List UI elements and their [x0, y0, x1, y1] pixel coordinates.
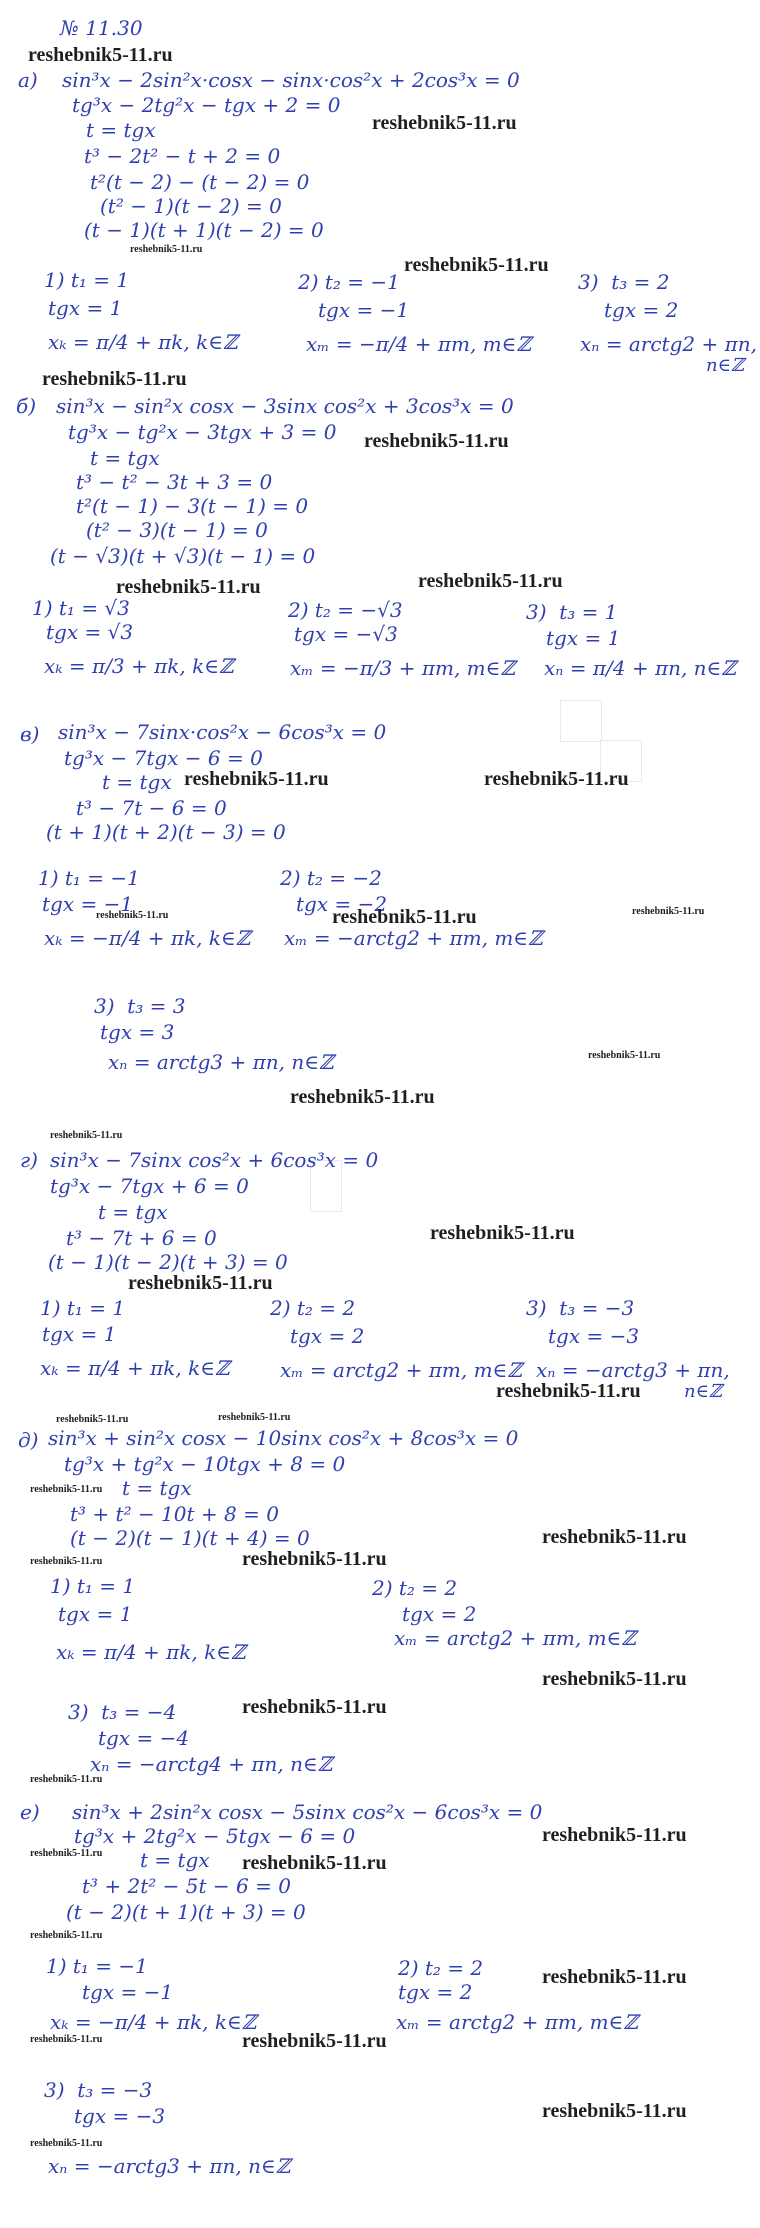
part-a-line-7: (t − 1)(t + 1)(t − 2) = 0: [84, 218, 324, 242]
watermark: reshebnik5-11.ru: [496, 1380, 641, 1402]
watermark: reshebnik5-11.ru: [30, 1848, 103, 1859]
part-v-case1-tg: tgx = −1: [42, 892, 134, 916]
part-b-line-7: (t − √3)(t + √3)(t − 1) = 0: [50, 544, 316, 568]
part-e-label: е): [20, 1800, 40, 1824]
part-g-case1-tg: tgx = 1: [42, 1322, 117, 1346]
watermark: reshebnik5-11.ru: [364, 430, 509, 452]
part-v-case3-t: 3) t₃ = 3: [94, 994, 186, 1018]
part-d-case3-tg: tgx = −4: [98, 1726, 190, 1750]
watermark: reshebnik5-11.ru: [632, 906, 705, 917]
part-d-case2-t: 2) t₂ = 2: [372, 1576, 458, 1600]
part-a-case1-tg: tgx = 1: [48, 296, 123, 320]
part-a-line-3: t = tgx: [86, 118, 156, 142]
part-e-case2-tg: tgx = 2: [398, 1980, 473, 2004]
part-v-line-5: (t + 1)(t + 2)(t − 3) = 0: [46, 820, 286, 844]
part-g-line-2: tg³x − 7tgx + 6 = 0: [50, 1174, 249, 1198]
part-v-line-2: tg³x − 7tgx − 6 = 0: [64, 746, 263, 770]
part-b-case2-t: 2) t₂ = −√3: [288, 598, 403, 622]
part-v-case3-tg: tgx = 3: [100, 1020, 175, 1044]
watermark: reshebnik5-11.ru: [56, 1414, 129, 1425]
watermark: reshebnik5-11.ru: [50, 1130, 123, 1141]
part-d-line-4: t³ + t² − 10t + 8 = 0: [70, 1502, 279, 1526]
part-d-case3-t: 3) t₃ = −4: [68, 1700, 177, 1724]
part-v-case2-x: xₘ = −arctg2 + πm, m∈ℤ: [284, 926, 543, 950]
part-v-line-1: sin³x − 7sinx·cos²x − 6cos³x = 0: [58, 720, 387, 744]
part-a-line-6: (t² − 1)(t − 2) = 0: [100, 194, 282, 218]
watermark: reshebnik5-11.ru: [218, 1412, 291, 1423]
part-d-case1-tg: tgx = 1: [58, 1602, 133, 1626]
watermark: reshebnik5-11.ru: [588, 1050, 661, 1061]
part-v-case1-t: 1) t₁ = −1: [38, 866, 140, 890]
part-e-line-4: t³ + 2t² − 5t − 6 = 0: [82, 1874, 291, 1898]
watermark: reshebnik5-11.ru: [372, 112, 517, 134]
part-g-case1-t: 1) t₁ = 1: [40, 1296, 126, 1320]
watermark: reshebnik5-11.ru: [484, 768, 629, 790]
part-a-case2-tg: tgx = −1: [318, 298, 410, 322]
problem-number: № 11.30: [60, 16, 143, 40]
watermark: reshebnik5-11.ru: [30, 1930, 103, 1941]
part-a-case2-t: 2) t₂ = −1: [298, 270, 400, 294]
part-v-case1-x: xₖ = −π/4 + πk, k∈ℤ: [44, 926, 251, 950]
part-e-case2-x: xₘ = arctg2 + πm, m∈ℤ: [396, 2010, 638, 2034]
part-b-line-6: (t² − 3)(t − 1) = 0: [86, 518, 268, 542]
part-e-case2-t: 2) t₂ = 2: [398, 1956, 484, 1980]
part-b-line-2: tg³x − tg²x − 3tgx + 3 = 0: [68, 420, 337, 444]
watermark: reshebnik5-11.ru: [96, 910, 169, 921]
watermark: reshebnik5-11.ru: [128, 1272, 273, 1294]
watermark: reshebnik5-11.ru: [290, 1086, 435, 1108]
part-b-label: б): [16, 394, 37, 418]
part-v-case2-tg: tgx = −2: [296, 892, 388, 916]
part-b-line-3: t = tgx: [90, 446, 160, 470]
watermark: reshebnik5-11.ru: [542, 1824, 687, 1846]
part-g-case3-tg: tgx = −3: [548, 1324, 640, 1348]
part-b-case2-tg: tgx = −√3: [294, 622, 398, 646]
part-d-case3-x: xₙ = −arctg4 + πn, n∈ℤ: [90, 1752, 333, 1776]
part-g-case2-x: xₘ = arctg2 + πm, m∈ℤ: [280, 1358, 522, 1382]
part-b-line-4: t³ − t² − 3t + 3 = 0: [76, 470, 273, 494]
part-g-line-5: (t − 1)(t − 2)(t + 3) = 0: [48, 1250, 288, 1274]
part-e-case1-t: 1) t₁ = −1: [46, 1954, 148, 1978]
part-b-case1-x: xₖ = π/3 + πk, k∈ℤ: [44, 654, 234, 678]
part-b-case3-tg: tgx = 1: [546, 626, 621, 650]
watermark: reshebnik5-11.ru: [418, 570, 563, 592]
part-d-label: д): [18, 1428, 39, 1452]
watermark: reshebnik5-11.ru: [542, 1966, 687, 1988]
part-b-case3-t: 3) t₃ = 1: [526, 600, 618, 624]
part-b-case1-t: 1) t₁ = √3: [32, 596, 130, 620]
part-b-line-1: sin³x − sin²x cosx − 3sinx cos²x + 3cos³x = 0: [56, 394, 514, 418]
watermark: reshebnik5-11.ru: [30, 1774, 103, 1785]
part-g-line-3: t = tgx: [98, 1200, 168, 1224]
part-a-line-4: t³ − 2t² − t + 2 = 0: [84, 144, 281, 168]
watermark: reshebnik5-11.ru: [30, 1556, 103, 1567]
watermark: reshebnik5-11.ru: [130, 244, 203, 255]
part-a-case3-n: n∈ℤ: [706, 355, 745, 376]
watermark: reshebnik5-11.ru: [30, 1484, 103, 1495]
part-e-case3-t: 3) t₃ = −3: [44, 2078, 153, 2102]
part-a-case3-x: xₙ = arctg2 + πn,: [580, 332, 757, 356]
part-d-line-3: t = tgx: [122, 1476, 192, 1500]
part-a-line-1: sin³x − 2sin²x·cosx − sinx·cos²x + 2cos³x = 0: [62, 68, 520, 92]
part-e-line-5: (t − 2)(t + 1)(t + 3) = 0: [66, 1900, 306, 1924]
part-a-case3-t: 3) t₃ = 2: [578, 270, 670, 294]
part-v-label: в): [20, 722, 40, 746]
part-e-line-2: tg³x + 2tg²x − 5tgx − 6 = 0: [74, 1824, 356, 1848]
part-v-line-4: t³ − 7t − 6 = 0: [76, 796, 227, 820]
part-e-line-1: sin³x + 2sin²x cosx − 5sinx cos²x − 6cos³x = 0: [72, 1800, 543, 1824]
watermark: reshebnik5-11.ru: [542, 1526, 687, 1548]
part-b-case3-x: xₙ = π/4 + πn, n∈ℤ: [544, 656, 736, 680]
part-g-label: г): [20, 1148, 38, 1172]
watermark: reshebnik5-11.ru: [30, 2034, 103, 2045]
watermark: reshebnik5-11.ru: [430, 1222, 575, 1244]
watermark: reshebnik5-11.ru: [542, 2100, 687, 2122]
watermark: reshebnik5-11.ru: [242, 1852, 387, 1874]
part-b-line-5: t²(t − 1) − 3(t − 1) = 0: [76, 494, 309, 518]
part-d-case2-x: xₘ = arctg2 + πm, m∈ℤ: [394, 1626, 636, 1650]
part-a-line-5: t²(t − 2) − (t − 2) = 0: [90, 170, 310, 194]
part-g-case2-t: 2) t₂ = 2: [270, 1296, 356, 1320]
part-d-case1-x: xₖ = π/4 + πk, k∈ℤ: [56, 1640, 246, 1664]
grid-mark: [560, 700, 602, 742]
part-d-line-1: sin³x + sin²x cosx − 10sinx cos²x + 8cos³x = 0: [48, 1426, 519, 1450]
watermark: reshebnik5-11.ru: [28, 44, 173, 66]
part-g-case2-tg: tgx = 2: [290, 1324, 365, 1348]
part-g-case3-t: 3) t₃ = −3: [526, 1296, 635, 1320]
part-g-case3-x: xₙ = −arctg3 + πn,: [536, 1358, 730, 1382]
part-a-case2-x: xₘ = −π/4 + πm, m∈ℤ: [306, 332, 532, 356]
part-d-case2-tg: tgx = 2: [402, 1602, 477, 1626]
part-a-case1-x: xₖ = π/4 + πk, k∈ℤ: [48, 330, 238, 354]
part-a-label: а): [18, 68, 38, 92]
part-a-case1-t: 1) t₁ = 1: [44, 268, 130, 292]
watermark: reshebnik5-11.ru: [242, 1548, 387, 1570]
part-g-line-4: t³ − 7t + 6 = 0: [66, 1226, 217, 1250]
part-g-case1-x: xₖ = π/4 + πk, k∈ℤ: [40, 1356, 230, 1380]
watermark: reshebnik5-11.ru: [116, 576, 261, 598]
part-d-case1-t: 1) t₁ = 1: [50, 1574, 136, 1598]
part-e-case3-tg: tgx = −3: [74, 2104, 166, 2128]
part-v-case2-t: 2) t₂ = −2: [280, 866, 382, 890]
watermark: reshebnik5-11.ru: [404, 254, 549, 276]
part-e-line-3: t = tgx: [140, 1848, 210, 1872]
part-b-case1-tg: tgx = √3: [46, 620, 134, 644]
watermark: reshebnik5-11.ru: [184, 768, 329, 790]
part-e-case3-x: xₙ = −arctg3 + πn, n∈ℤ: [48, 2154, 291, 2178]
part-v-line-3: t = tgx: [102, 770, 172, 794]
part-v-case3-x: xₙ = arctg3 + πn, n∈ℤ: [108, 1050, 334, 1074]
part-a-case3-tg: tgx = 2: [604, 298, 679, 322]
watermark: reshebnik5-11.ru: [542, 1668, 687, 1690]
watermark: reshebnik5-11.ru: [242, 2030, 387, 2052]
part-a-line-2: tg³x − 2tg²x − tgx + 2 = 0: [72, 93, 341, 117]
part-g-case3-n: n∈ℤ: [684, 1381, 723, 1402]
watermark: reshebnik5-11.ru: [332, 906, 477, 928]
part-g-line-1: sin³x − 7sinx cos²x + 6cos³x = 0: [50, 1148, 379, 1172]
part-e-case1-x: xₖ = −π/4 + πk, k∈ℤ: [50, 2010, 257, 2034]
part-e-case1-tg: tgx = −1: [82, 1980, 174, 2004]
part-d-line-5: (t − 2)(t − 1)(t + 4) = 0: [70, 1526, 310, 1550]
part-b-case2-x: xₘ = −π/3 + πm, m∈ℤ: [290, 656, 516, 680]
watermark: reshebnik5-11.ru: [42, 368, 187, 390]
watermark: reshebnik5-11.ru: [30, 2138, 103, 2149]
watermark: reshebnik5-11.ru: [242, 1696, 387, 1718]
part-d-line-2: tg³x + tg²x − 10tgx + 8 = 0: [64, 1452, 346, 1476]
